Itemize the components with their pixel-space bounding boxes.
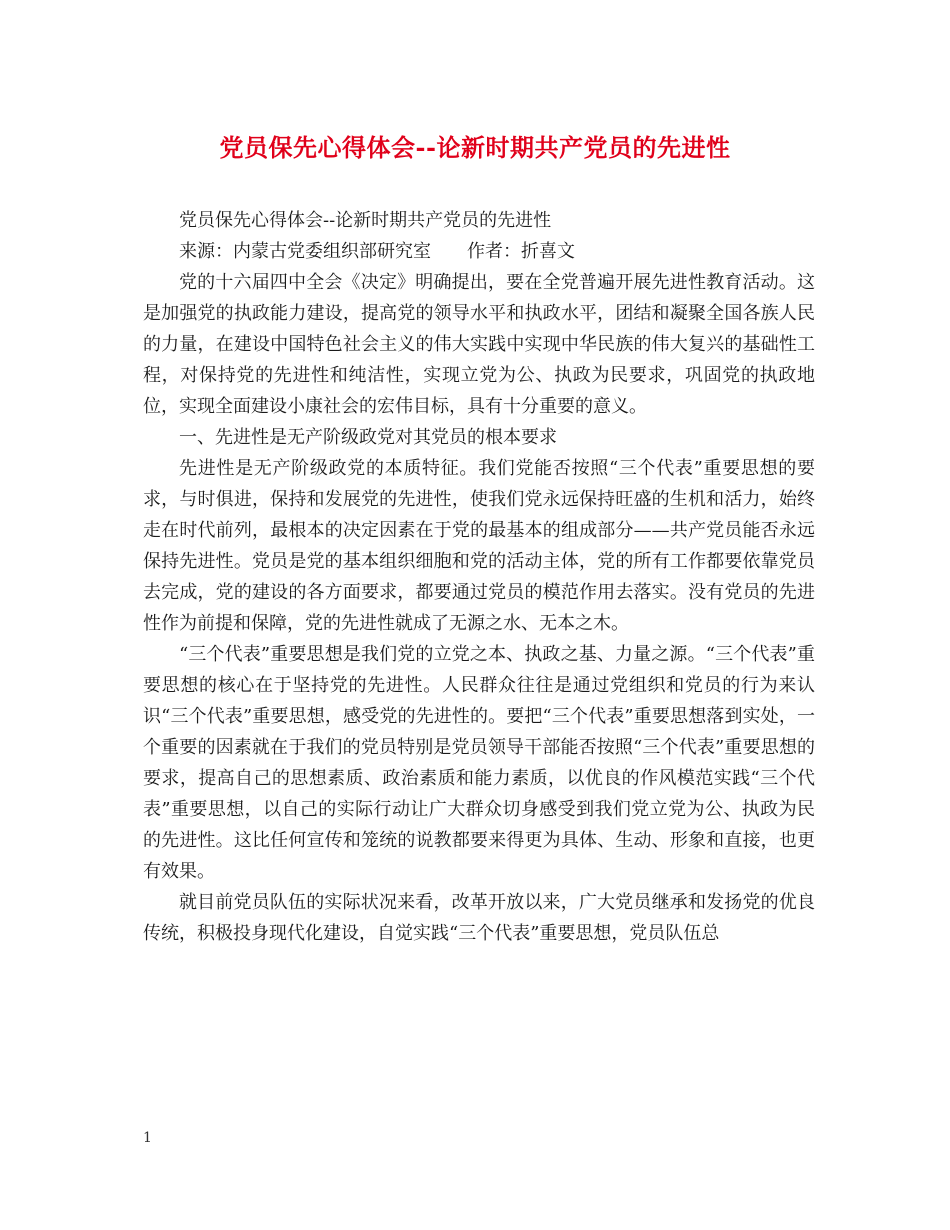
paragraph-intro: 党的十六届四中全会《决定》明确提出，要在全党普遍开展先进性教育活动。这是加强党的执政能力建设，提高党的领导水平和执政水平，团结和凝聚全国各族人民的力量，在建设中国特色社会主义的伟大实践中实现中华民族的伟大复兴的基础性工程，对保持党的先进性和纯洁性，实现立党为公、执政为民要求，巩固党的执政地位，实现全面建设小康社会的宏伟目标，具有十分重要的意义。 bbox=[143, 272, 815, 417]
paragraph-2: 先进性是无产阶级政党的本质特征。我们党能否按照“三个代表”重要思想的要求，与时俱进，保持和发展党的先进性，使我们党永远保持旺盛的生机和活力，始终走在时代前列，最根本的决定因素在于党的最基本的组成部分——共产党员能否永远保持先进性。党员是党的基本组织细胞和党的活动主体，党的所有工作都要依靠党员去完成，党的建设的各方面要求，都要通过党员的模范作用去落实。没有党员的先进性作为前提和保障，党的先进性就成了无源之水、无本之木。 bbox=[143, 458, 815, 634]
source-author-line: 来源：内蒙古党委组织部研究室 作者：折喜文 bbox=[179, 241, 575, 262]
page-title: 党员保先心得体会--论新时期共产党员的先进性 bbox=[219, 133, 731, 162]
section-heading-1: 一、先进性是无产阶级政党对其党员的根本要求 bbox=[179, 427, 557, 448]
paragraph-4: 就目前党员队伍的实际状况来看，改革开放以来，广大党员继承和发扬党的优良传统，积极投身现代化建设，自觉实践“三个代表”重要思想，党员队伍总 bbox=[143, 892, 815, 944]
page-number: 1 bbox=[143, 1130, 152, 1146]
document-body bbox=[143, 205, 815, 949]
subtitle-line: 党员保先心得体会--论新时期共产党员的先进性 bbox=[179, 210, 552, 231]
paragraph-3: “三个代表”重要思想是我们党的立党之本、执政之基、力量之源。“三个代表”重要思想的核心在于坚持党的先进性。人民群众往往是通过党组织和党员的行为来认识“三个代表”重要思想，感受党的先进性的。要把“三个代表”重要思想落到实处，一个重要的因素就在于我们的党员特别是党员领导干部能否按照“三个代表”重要思想的要求，提高自己的思想素质、政治素质和能力素质，以优良的作风模范实践“三个代表”重要思想，以自己的实际行动让广大群众切身感受到我们党立党为公、执政为民的先进性。这比任何宣传和笼统的说教都要来得更为具体、生动、形象和直接，也更有效果。 bbox=[143, 644, 815, 882]
